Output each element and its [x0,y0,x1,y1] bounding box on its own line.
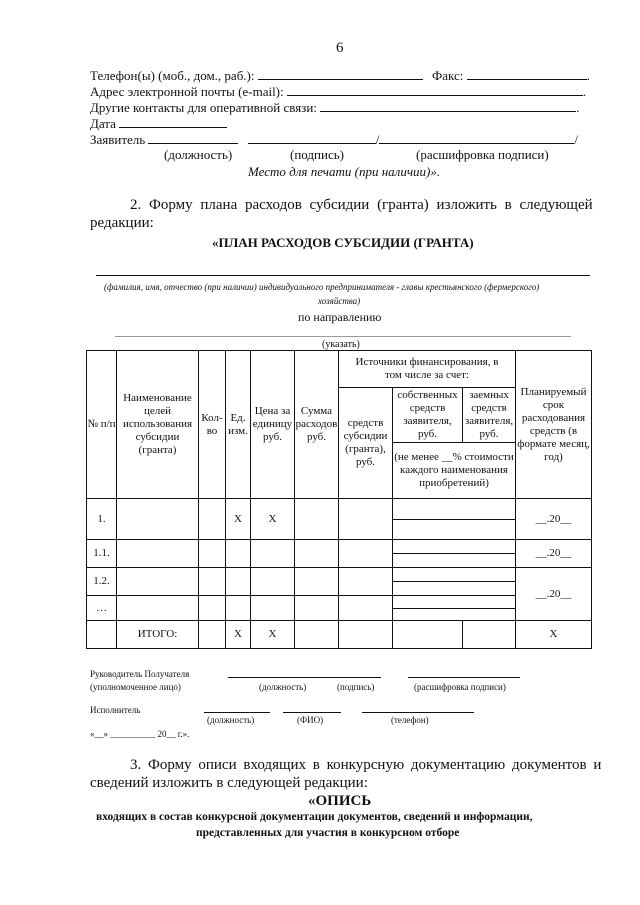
table-row [87,540,592,568]
applicant-signature-blank [248,131,376,144]
executor-phone-caption: (телефон) [391,715,429,725]
header-unit: Ед. изм. [226,351,251,499]
plan-table [86,350,592,649]
row-own-borrowed [393,540,516,568]
date-row [90,115,227,132]
header-name: Наименование целей использования субсидии (гранта) [117,351,199,499]
section2-paragraph-line1: 2. Форму плана расходов субсидии (гранта) изложить в следующей [130,197,593,213]
row-term: __.20__ [516,499,592,540]
applicant-position-blank [148,131,238,144]
phone-row: Телефон(ы) (моб., дом., раб.): Факс: . [90,68,590,83]
head-label-line2: (уполномоченное лицо) [90,682,181,692]
row-own-borrowed [393,568,516,596]
direction-line [115,336,571,337]
total-row [87,621,592,649]
email-label: Адрес электронной почты (e-mail): [90,84,284,99]
fax-label: Факс: [432,68,464,83]
executor-label: Исполнитель [90,705,141,715]
email-blank [287,83,583,96]
total-unit: X [226,621,251,649]
row-own-borrowed [393,596,516,621]
row-num: … [87,596,117,621]
header-num: № п/п [87,351,117,499]
executor-position-line [204,712,270,713]
slash-2: / [574,132,578,147]
row-unit: X [226,499,251,540]
row-split-line [393,581,515,582]
total-term: X [516,621,592,649]
fax-blank [467,67,587,80]
specify-caption: (указать) [322,339,360,350]
header-own: собственных средств заявителя, руб. [393,388,463,443]
applicant-decryption-blank [379,131,574,144]
page-number: 6 [336,40,344,56]
date-blank [119,115,227,128]
header-price: Цена за единицу руб. [251,351,295,499]
total-label: ИТОГО: [117,621,199,649]
other-contacts-label: Другие контакты для оперативной связи: [90,100,317,115]
sig-caption-position: (должность) [164,147,233,162]
row-num: 1.2. [87,568,117,596]
email-row: Адрес электронной почты (e-mail): . [90,84,587,99]
executor-fio-line [283,712,341,713]
phone-label: Телефон(ы) (моб., дом., раб.): [90,68,255,83]
row-own-borrowed [393,499,516,540]
fio-caption-line1: (фамилия, имя, отчество (при наличии) индивидуального предпринимателя - главы крестьянского (фермерского) [104,282,540,292]
inventory-subtitle-line2: представленных для участия в конкурсном отборе [196,827,460,839]
row-sum [295,499,339,540]
fio-caption-line2: хозяйства) [318,296,361,306]
header-sources: Источники финансирования, в том числе за счет: [339,351,516,388]
applicant-row [90,131,578,148]
head-label-line1: Руководитель Получателя [90,669,190,679]
row-split-line [393,553,515,554]
applicant-label: Заявитель [90,132,146,147]
table-row [87,499,592,540]
head-decryption-caption: (расшифровка подписи) [414,682,506,692]
section3-paragraph-line1: 3. Форму описи входящих в конкурсную документацию документов и [130,757,602,773]
row-num: 1. [87,499,117,540]
section3-paragraph-line2: сведений изложить в следующей редакции: [90,775,368,791]
header-term: Планируемый срок расходования средств (в формате месяц, год) [516,351,592,499]
executor-position-caption: (должность) [207,715,255,725]
head-decryption-line [408,677,520,678]
direction-label: по направлению [298,310,382,324]
row-term: __.20__ [516,540,592,568]
row-price: X [251,499,295,540]
header-qty: Кол-во [199,351,226,499]
row-subsidy [339,499,393,540]
head-signature-caption: (подпись) [337,682,375,692]
sig-caption-signature: (подпись) [290,147,344,162]
table-row [87,568,592,596]
executor-fio-caption: (ФИО) [297,715,324,725]
row-qty [199,499,226,540]
total-price: X [251,621,295,649]
other-contacts-blank [320,99,576,112]
header-subsidy: средств субсидии (гранта), руб. [339,388,393,499]
header-own-note: (не менее __% стоимости каждого наименования приобретений) [393,443,516,499]
executor-date: «__» __________ 20__ г.». [90,729,190,739]
inventory-title: «ОПИСЬ [308,793,372,809]
slash-1: / [375,132,380,147]
header-row-1 [87,351,592,388]
row-split-line [393,519,515,520]
phone-blank [258,67,423,80]
row-num: 1.1. [87,540,117,568]
row-term: __.20__ [516,568,592,621]
stamp-place-caption: Место для печати (при наличии)». [248,164,441,179]
header-sum: Сумма расходов руб. [295,351,339,499]
date-label: Дата [90,116,116,131]
sig-caption-decryption: (расшифровка подписи) [416,147,549,162]
section2-paragraph-line2: редакции: [90,215,154,231]
executor-phone-line [362,712,474,713]
head-position-line [228,677,381,678]
header-borrowed: заемных средств заявителя, руб. [463,388,516,443]
fio-line [96,275,590,276]
inventory-subtitle-line1: входящих в состав конкурсной документации документов, сведений и информации, [96,811,533,823]
other-contacts-row: Другие контакты для оперативной связи: . [90,100,580,115]
row-split-line [393,608,515,609]
head-position-caption: (должность) [259,682,307,692]
row-name [117,499,199,540]
plan-title: «ПЛАН РАСХОДОВ СУБСИДИИ (ГРАНТА) [212,235,474,250]
